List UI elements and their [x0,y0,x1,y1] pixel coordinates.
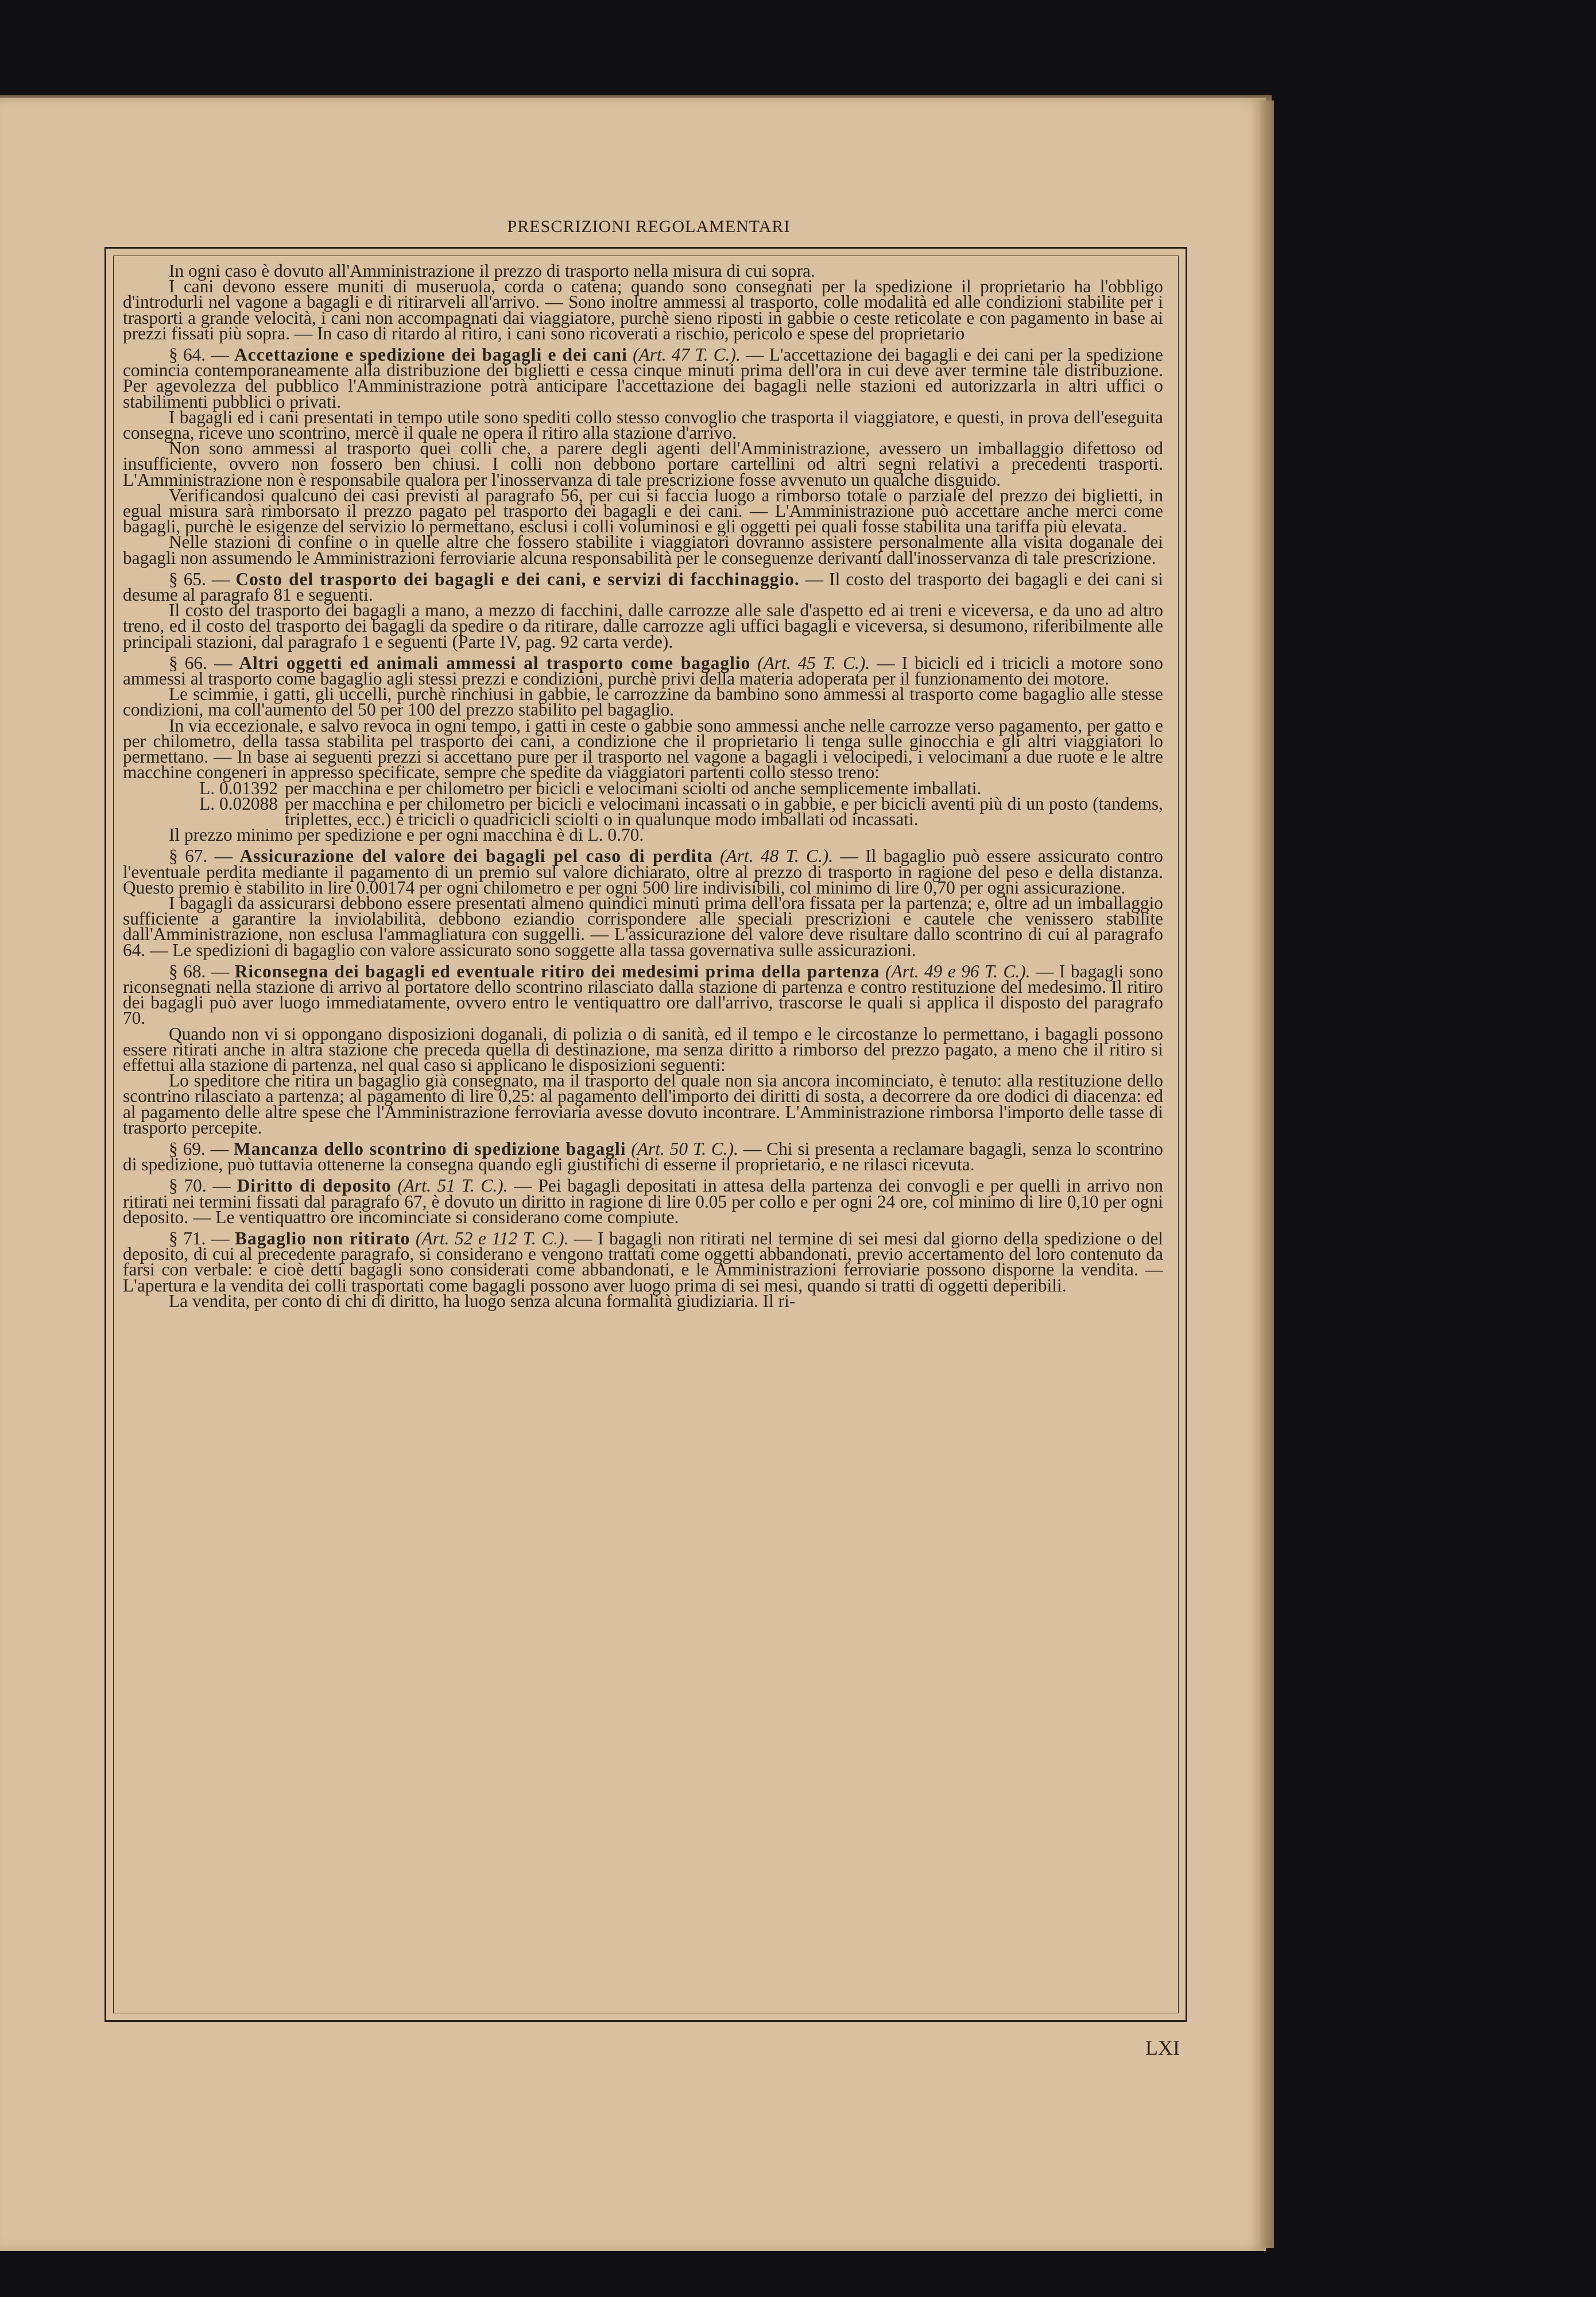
paragraph: I bagagli ed i cani presentati in tempo utile sono spediti collo stesso convoglio che trasporta il viaggiatore, e questi, in prova dell'eseguita consegna, riceve uno scontrino, mercè il quale ne opera il ritiro alla stazione d'arrivo. [123,407,1163,443]
section-heading: Altri oggetti ed animali ammessi al trasporto come bagaglio [239,652,751,673]
paragraph: Le scimmie, i gatti, gli uccelli, purchè rinchiusi in gabbie, le carrozzine da bambino sono ammessi al trasporto come bagaglio alle stesse condizioni, ma coll'aumento del 50 per 100 del prezzo stabilito pel bagaglio. [123,684,1163,720]
paragraph: In via eccezionale, e salvo revoca in ogni tempo, i gatti in ceste o gabbie sono ammessi anche nelle carrozze verso pagamento, per gatto e per chilometro, della tassa stabilita pel trasporto dei cani, a condizione che il proprietario li tenga sulle ginocchia e gli altri viaggiatori lo permettano. — In base ai seguenti prezzi si accettano pure per il trasporto nel vagone a bagagli i velocipedi, i velocimani a due ruote e le altre macchine congeneri in appresso specificate, sempre che spedite da viaggiatori partenti collo stesso treno: [123,715,1163,783]
paragraph: I cani devono essere muniti di museruola, corda o catena; quando sono consegnati per la spedizione il proprietario ha l'obbligo d'introdurli nel vagone a bagagli e di ritirarveli all'arrivo. — Sono inoltre ammessi al trasporto, colle modalità ed alle condizioni stabilite per i trasporti a grande velocità, i cani non accompagnati dai viaggiatore, purchè sieno riposti in gabbie o ceste reticolate e con pagamento in base ai prezzi fissati più sopra. — In caso di ritardo al ritiro, i cani sono ricoverati a rischio, pericolo e spese del proprietario [123,276,1163,343]
section-heading: Costo del trasporto dei bagagli e dei cani, e servizi di facchinaggio. [235,569,800,589]
paragraph: I bagagli da assicurarsi debbono essere presentati almeno quindici minuti prima dell'ora fissata per la partenza; e, oltre ad un imballaggio sufficiente a garantire la inviolabilità, debbono eziandio corrispondere alle speciali prescrizioni e cautele che venissero stabilite dall'Amministrazione, non esclusa l'ammagliatura con suggelli. — L'assicurazione del valore deve risultare dallo scontrino di cui al paragrafo 64. — Le spedizioni di bagaglio con valore assicurato sono soggette alla tassa governativa sulle assicurazioni. [123,892,1163,960]
section-heading: Riconsegna dei bagagli ed eventuale ritiro dei medesimi prima della partenza [234,961,880,981]
body-text [123,263,1163,2012]
section-text: — Chi si presenta a reclamare bagagli, senza lo scontrino di spedizione, può tuttavia ottenerne la consegna quando egli giustifichi di esserne il proprietario, e ne rilasci ricevuta. [123,1138,1163,1175]
section-number: § 64. [169,345,206,365]
paragraph: In ogni caso è dovuto all'Amministrazione il prezzo di trasporto nella misura di cui sopra. [169,263,815,281]
section-text: — Pei bagagli depositati in attesa della partenza dei convogli e per quelli in arrivo non ritirati nei termini fissati dal paragrafo 67, è dovuto un diritto in ragione di lire 0.05 per collo e per ogni 24 ore, col minimo di lire 0,10 per ogni deposito. — Le ventiquattro ore incominciate si considerano come compiute. [123,1175,1163,1227]
paragraph: Il costo del trasporto dei bagagli a mano, a mezzo di facchini, dalle carrozze alle sale d'aspetto ed ai treni e viceversa, e da uno ad altro treno, ed il costo del trasporto dei bagagli da spedire o da ritirare, dalle carrozze agli uffici bagagli e viceversa, si desumono, riferibilmente alle principali stazioni, dal paragrafo 1 e seguenti (Parte IV, pag. 92 carta verde). [123,600,1163,652]
section-68: § 68. — Riconsegna dei bagagli ed eventuale ritiro dei medesimi prima della partenza (Art. 49 e 96 T. C.). — I bagagli sono riconsegnati nella stazione di arrivo al portatore dello scontrino rilasciato dalla stazione di partenza e contro restituzione del medesimo. Il ritiro dei bagagli può aver luogo immediatamente, ovvero entro le ventiquattro ore dall'arrivo, trascorse le quali si applica il disposto del paragrafo 70. [123,961,1163,1028]
section-number: § 71. [169,1228,206,1248]
tariff-rate: L. 0.02088 [199,793,278,814]
section-67: § 67. — Assicurazione del valore dei bagagli pel caso di perdita (Art. 48 T. C.). — Il bagaglio può essere assicurato contro l'eventuale perdita mediante il pagamento di un premio sul valore dichiarato, oltre al prezzo di trasporto in ragione del peso e della distanza. Questo premio è stabilito in lire 0.00174 per ogni chilometro e per ogni 500 lire indivisibili, col minimo di lire 0,70 per ogni assicurazione. [123,846,1163,898]
paragraph: Non sono ammessi al trasporto quei colli che, a parere degli agenti dell'Amministrazione, avessero un imballaggio difettoso od insufficiente, ovvero non fossero ben chiusi. I colli non debbono portare cartellini od altri segni relativi a precedenti trasporti. L'Amministrazione non è responsabile qualora per l'inosservanza di tale prescrizione fosse avvenuto un qualche disguido. [123,438,1163,490]
paragraph: Il prezzo minimo per spedizione e per ogni macchina è di L. 0.70. [169,825,644,845]
section-text: — I bagagli non ritirati nel termine di sei mesi dal giorno della spedizione o del deposito, di cui al precedente paragrafo, si considerano e vengono trattati come oggetti abbandonati, previo accertamento del loro contenuto da farsi con verbale: e cioè detti bagagli sono considerati come abbandonati, e le Amministrazioni ferroviarie possono disporne la vendita. — L'apertura e la vendita dei colli trasportati come bagagli possono aver luogo prima di sei mesi, quando si tratti di oggetti deperibili. [123,1228,1163,1296]
paragraph: Quando non vi si oppongano disposizioni doganali, di polizia o di sanità, ed il tempo e le circostanze lo permettano, i bagagli possono essere ritirati anche in altra stazione che preceda quella di destinazione, ma senza diritto a rimborso del prezzo pagato, a meno che il ritiro si effettui alla stazione di partenza, nel qual caso si applicano le disposizioni seguenti: [123,1023,1163,1075]
section-number: § 65. [169,569,206,589]
section-heading: Assicurazione del valore dei bagagli pel caso di perdita [239,846,713,867]
section-heading: Mancanza dello scontrino di spedizione bagagli [234,1138,626,1159]
page-number: LXI [1145,2036,1180,2059]
section-heading: Accettazione e spedizione dei bagagli e dei cani [234,345,627,365]
section-number: § 67. [169,846,208,867]
section-71: § 71. — Bagaglio non ritirato (Art. 52 e 112 T. C.). — I bagagli non ritirati nel termine di sei mesi dal giorno della spedizione o del deposito, di cui al precedente paragrafo, si considerano e vengono trattati come oggetti abbandonati, previo accertamento del loro contenuto da farsi con verbale: e cioè detti bagagli sono considerati come abbandonati, e le Amministrazioni ferroviarie possono disporne la vendita. — L'apertura e la vendita dei colli trasportati come bagagli possono aver luogo prima di sei mesi, quando si tratti di oggetti deperibili. [123,1228,1163,1296]
section-number: § 69. [169,1138,206,1159]
tariff-list [169,780,1163,827]
section-65: § 65. — Costo del trasporto dei bagagli e dei cani, e servizi di facchinaggio. — Il costo del trasporto dei bagagli e dei cani si desume al paragrafo 81 e seguenti. [123,569,1163,605]
section-69: § 69. — Mancanza dello scontrino di spedizione bagagli (Art. 50 T. C.). — Chi si presenta a reclamare bagagli, senza lo scontrino di spedizione, può tuttavia ottenerne la consegna quando egli giustifichi di esserne il proprietario, e ne rilasci ricevuta. [123,1138,1163,1175]
tariff-rate: L. 0.01392 [199,778,278,798]
paragraph: Nelle stazioni di confine o in quelle altre che fossero stabilite i viaggiatori dovranno assistere personalmente alla visita doganale dei bagagli non assumendo le Amministrazioni ferroviarie alcuna responsabilità per le conseguenze derivanti dall'inosservanza di tale prescrizione. [123,532,1163,568]
paragraph: Verificandosi qualcuno dei casi previsti al paragrafo 56, per cui si faccia luogo a rimborso totale o parziale del prezzo dei biglietti, in egual misura sarà rimborsato il prezzo pagato pel trasporto dei bagagli e dei cani. — L'Amministrazione può accettare anche merci come bagagli, purchè le esigenze del servizio lo permettano, esclusi i colli voluminosi e gli oggetti pei quali fosse stabilita una tariffa più elevata. [123,485,1163,537]
section-64: § 64. — Accettazione e spedizione dei bagagli e dei cani (Art. 47 T. C.). — L'accettazione dei bagagli e dei cani per la spedizione comincia contemporaneamente alla distribuzione dei biglietti e cessa cinque minuti prima dell'ora in cui deve aver termine tale distribuzione. Per agevolezza del pubblico l'Amministrazione potrà anticipare l'accettazione dei bagagli nelle stazioni ed autorizzarla in altri uffici o stabilimenti pubblici o privati. [123,345,1163,412]
page-fore-edge [1260,100,1274,2248]
paragraph: La vendita, per conto di chi di diritto, ha luogo senza alcuna formalità giudiziaria. Il ri- [169,1290,796,1311]
section-heading: Bagaglio non ritirato [235,1228,410,1248]
article-reference: (Art. 45 T. C.). [757,652,870,673]
article-reference: (Art. 52 e 112 T. C.). [415,1228,569,1248]
section-number: § 70. [169,1175,207,1196]
section-text: — Il bagaglio può essere assicurato contro l'eventuale perdita mediante il pagamento di un premio sul valore dichiarato, oltre al prezzo di trasporto in ragione del peso e della distanza. Questo premio è stabilito in lire 0.00174 per ogni chilometro e per ogni 500 lire indivisibili, col minimo di lire 0,70 per ogni assicurazione. [123,846,1163,898]
article-reference: (Art. 50 T. C.). [631,1138,738,1159]
section-text: — I bagagli sono riconsegnati nella stazione di arrivo al portatore dello scontrino rilasciato dalla stazione di partenza e contro restituzione del medesimo. Il ritiro dei bagagli può aver luogo immediatamente, ovvero entro le ventiquattro ore dall'arrivo, trascorse le quali si applica il disposto del paragrafo 70. [123,961,1163,1028]
tariff-description: per macchina e per chilometro per bicicli e velocimani incassati o in gabbie, e per bicicli aventi più di un posto (tandems, triplettes, ecc.) e tricicli o quadricicli sciolti o in qualunque modo imballati od incassati. [285,793,1163,829]
article-reference: (Art. 51 T. C.). [397,1175,508,1196]
section-number: § 66. [169,652,207,673]
running-head: PRESCRIZIONI REGOLAMENTARI [507,217,791,236]
section-66: § 66. — Altri oggetti ed animali ammessi al trasporto come bagaglio (Art. 45 T. C.). — I bicicli ed i tricicli a motore sono ammessi al trasporto come bagaglio agli stessi prezzi e condizioni, purchè privi della materia adoperata per il funzionamento dei motore. [123,652,1163,689]
article-reference: (Art. 48 T. C.). [720,846,834,867]
section-text: — L'accettazione dei bagagli e dei cani per la spedizione comincia contemporaneamente alla distribuzione dei biglietti e cessa cinque minuti prima dell'ora in cui deve aver termine tale distribuzione. Per agevolezza del pubblico l'Amministrazione potrà anticipare l'accettazione dei bagagli nelle stazioni ed autorizzarla in altri uffici o stabilimenti pubblici o privati. [123,345,1163,412]
section-heading: Diritto di deposito [237,1175,392,1196]
section-70: § 70. — Diritto di deposito (Art. 51 T. C.). — Pei bagagli depositati in attesa della partenza dei convogli e per quelli in arrivo non ritirati nei termini fissati dal paragrafo 67, è dovuto un diritto in ragione di lire 0.05 per collo e per ogni 24 ore, col minimo di lire 0,10 per ogni deposito. — Le ventiquattro ore incominciate si considerano come compiute. [123,1175,1163,1227]
section-text: — Il costo del trasporto dei bagagli e dei cani si desume al paragrafo 81 e seguenti. [123,569,1163,605]
article-reference: (Art. 49 e 96 T. C.). [885,961,1031,981]
paragraph: Lo speditore che ritira un bagaglio già consegnato, ma il trasporto del quale non sia ancora incominciato, è tenuto: alla restituzione dello scontrino rilasciato a partenza; al pagamento di lire 0,25: al pagamento dell'importo dei diritti di sosta, a decorrere da ore dodici di diacenza: ed al pagamento delle altre spese che l'Amministrazione ferroviaria avesse dovuto incontrare. L'Amministrazione rimborsa l'importo delle tasse di trasporto percepite. [123,1070,1163,1138]
section-text: — I bicicli ed i tricicli a motore sono ammessi al trasporto come bagaglio agli stessi prezzi e condizioni, purchè privi della materia adoperata per il funzionamento dei motore. [123,652,1163,689]
tariff-item [169,793,1163,829]
article-reference: (Art. 47 T. C.). [633,345,741,365]
section-number: § 68. [169,961,206,981]
tariff-description: per macchina e per chilometro per bicicli e velocimani sciolti od anche semplicemente imballati. [285,778,982,798]
